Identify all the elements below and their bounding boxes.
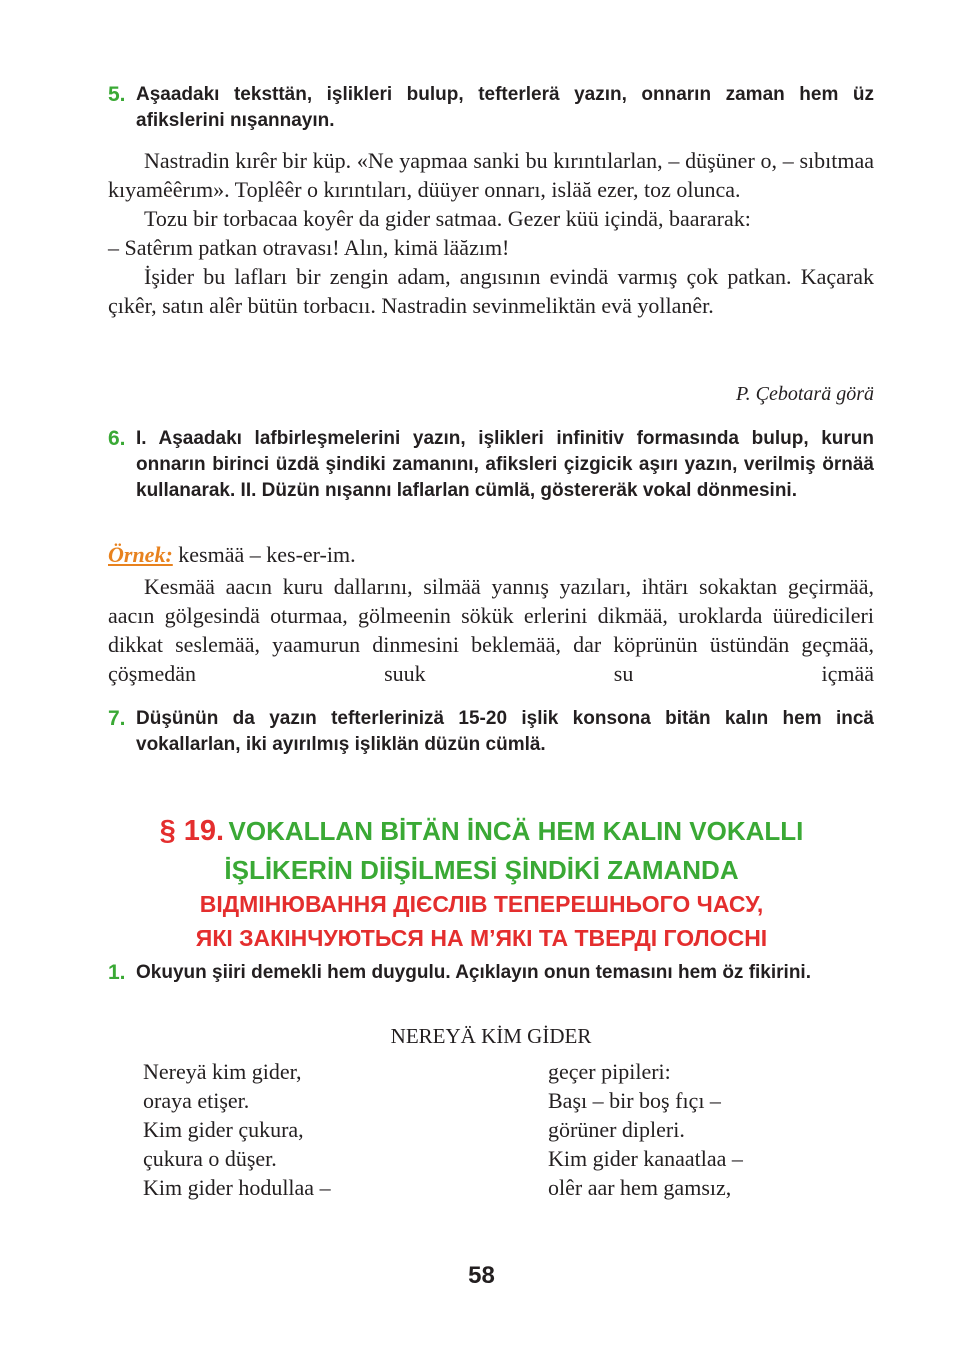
task-7 xyxy=(108,706,874,758)
task-5 xyxy=(108,82,874,134)
poem-line: oraya etişer. xyxy=(143,1088,250,1113)
story-paragraph-1: Nastradin kırêr bir küp. «Ne yapmaa sanki bu kırıntılarlan, – düşüner o, – sıbıtmaa kıyamêêrım». Toplêêr o kırıntıları, düüyer onnarı, isläă ezer, toz olunca. xyxy=(108,148,874,202)
example-label: Örnek: xyxy=(108,542,173,567)
poem-line: çukura o düşer. xyxy=(143,1146,277,1171)
task-1 xyxy=(108,960,874,986)
story-text xyxy=(108,146,874,320)
poem-line: geçer pipileri: xyxy=(548,1059,671,1084)
story-paragraph-3: – Satêrım patkan otravası! Alın, kimä läăzım! xyxy=(108,235,510,260)
story-author: P. Çebotarä görä xyxy=(736,383,874,405)
poem-line: Başı – bir boş fıçı – xyxy=(548,1088,721,1113)
poem-line: görüner dipleri. xyxy=(548,1117,685,1142)
task-1-number: 1. xyxy=(108,961,126,984)
story-paragraph-4: İşider bu lafları bir zengin adam, angısının evindä varmış çok patkan. Kaçarak çıkêr, satın alêr bütün torbacıı. Nastradin sevinmeliktän evä yollanêr. xyxy=(108,264,874,318)
example-line xyxy=(108,540,874,569)
task-6 xyxy=(108,426,874,504)
example-text: kesmää – kes-er-im. xyxy=(178,542,356,567)
section-number: § 19. xyxy=(159,815,225,847)
example-body-text: Kesmää aacın kuru dallarını, silmää yannış yazıları, ihtärı sokaktan geçirmää, aacın gölgesindä oturmaa, gölmeenin sökük erlerini dikmää, uroklarda üüredicileri dikkat seslemää, yaamurun dinmesini beklemää, dar köprünün üstündän geçmää, çöşmedän suuk su içmää xyxy=(108,574,874,686)
page-number: 58 xyxy=(468,1262,495,1289)
poem-column-left xyxy=(143,1057,331,1202)
task-1-instruction: Okuyun şiiri demekli hem duygulu. Açıklayın onun temasını hem öz fikirini. xyxy=(136,962,811,983)
poem-column-right xyxy=(548,1057,743,1202)
poem-line: olêr aar hem gamsız, xyxy=(548,1175,732,1200)
task-6-instruction: I. Aşaadakı lafbirleşmelerini yazın, işlikleri infinitiv formasında bulup, kurun onnarın birinci üzdä şindiki zamanını, afiksleri çizgicik aşırı yazın, verilmiş örnää kullanarak. II. Düzün nışannı laflarlan cümlä, göstereräk vokal dönmesini. xyxy=(136,428,874,501)
section-title-ua-line-2: ЯКІ ЗАКІНЧУЮТЬСЯ НА М’ЯКІ ТА ТВЕРДІ ГОЛОСНІ xyxy=(195,925,768,951)
task-6-number: 6. xyxy=(108,427,126,450)
story-paragraph-2: Tozu bir torbacaa koyêr da gider satmaa. Gezer küü içindä, baararak: xyxy=(144,206,751,231)
task-7-number: 7. xyxy=(108,707,126,730)
section-title-line-1: VOKALLAN BİTÄN İNCÄ HEM KALIN VOKALLI xyxy=(228,816,804,846)
task-5-instruction: Aşaadakı teksttän, işlikleri bulup, tefterlerä yazın, onnarın zaman hem üz afikslerini nışannayın. xyxy=(136,84,874,131)
poem-title: NEREYÄ KİM GİDER xyxy=(390,1024,592,1048)
poem-line: Kim gider kanaatlaa – xyxy=(548,1146,743,1171)
example-body xyxy=(108,572,874,688)
poem-line: Kim gider çukura, xyxy=(143,1117,304,1142)
section-title-line-2: İŞLİKERİN DİİŞİLMESİ ŞİNDİKİ ZAMANDA xyxy=(224,855,739,885)
poem-line: Kim gider hodullaa – xyxy=(143,1175,331,1200)
task-7-instruction: Düşünün da yazın tefterlerinizä 15-20 işlik konsona bitän kalın hem incä vokallarlan, iki ayırılmış işliklän düzün cümlä. xyxy=(136,708,874,755)
section-heading xyxy=(60,814,903,955)
task-5-number: 5. xyxy=(108,83,126,106)
poem-line: Nereyä kim gider, xyxy=(143,1059,302,1084)
section-title-ua-line-1: ВІДМІНЮВАННЯ ДІЄСЛІВ ТЕПЕРЕШНЬОГО ЧАСУ, xyxy=(199,891,764,917)
